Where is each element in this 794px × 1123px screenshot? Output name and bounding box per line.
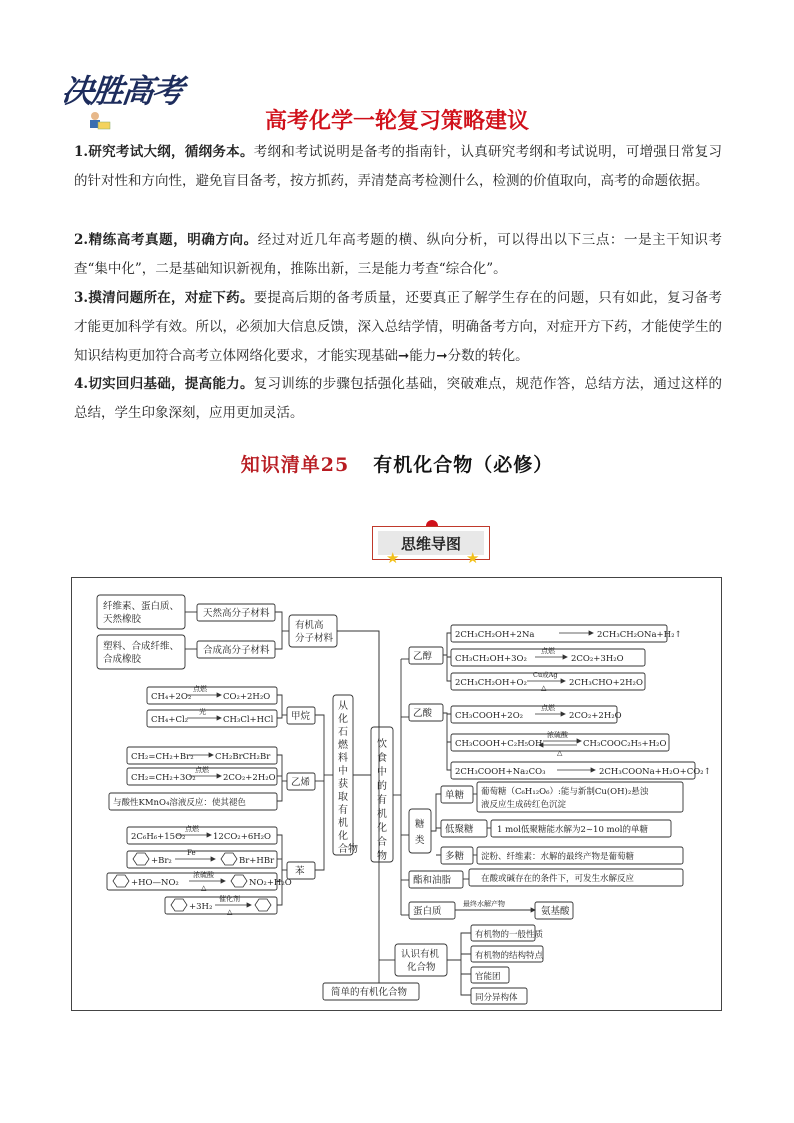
svg-text:光: 光: [199, 708, 206, 716]
know-label-2: 化合物: [407, 962, 436, 973]
svg-text:合: 合: [377, 837, 387, 848]
ethanol-label: 乙醇: [413, 651, 433, 662]
mind-map: [71, 577, 722, 1011]
svg-text:Br+HBr: Br+HBr: [239, 856, 275, 866]
star-icon: ★: [386, 549, 400, 567]
svg-text:2CH₃CH₂ONa+H₂↑: 2CH₃CH₂ONa+H₂↑: [597, 630, 682, 640]
know-item-1: 有机物的一般性质: [475, 930, 544, 940]
know-item-2: 有机物的结构特点: [475, 951, 544, 961]
section-title: [0, 450, 794, 477]
strategy-heading: 4.切实回归基础，提高能力。: [74, 376, 254, 392]
natural-examples-line2: 天然橡胶: [103, 614, 142, 625]
svg-text:化: 化: [377, 823, 387, 834]
poly-desc: 淀粉、纤维素：水解的最终产物是葡萄糖: [481, 852, 635, 862]
section-number: 知识清单25: [240, 454, 350, 476]
svg-text:12CO₂+6H₂O: 12CO₂+6H₂O: [213, 832, 272, 842]
know-label-1: 认识有机: [401, 949, 440, 960]
strategy-text: 要提高后期的备考质量，还要真正了解学生存在的问题，只有如此，复习备考才能更加科学有效。所以，必须加大信息反馈，深入总结学情，明确备考方向，对症开方下药，才能使学生的知识结构更加符合高考立体网络化要求，才能实现基础➞能力➞分数的转化。: [74, 290, 723, 364]
svg-text:催化剂: 催化剂: [219, 895, 240, 903]
svg-text:食: 食: [377, 753, 387, 764]
svg-text:2CH₃COONa+H₂O+CO₂↑: 2CH₃COONa+H₂O+CO₂↑: [599, 767, 711, 777]
oligo-desc: 1 mol低聚糖能水解为2~10 mol的单糖: [497, 825, 648, 835]
center-label: [377, 737, 387, 862]
strategy-paragraph-2: [74, 226, 722, 284]
svg-text:2CH₃CH₂OH+2Na: 2CH₃CH₂OH+2Na: [455, 630, 535, 640]
svg-text:△: △: [541, 684, 547, 692]
oligo-label: 低聚糖: [445, 824, 474, 835]
svg-text:Fe: Fe: [187, 849, 196, 857]
strategy-heading: 2.精练高考真题，明确方向。: [74, 232, 258, 248]
svg-text:CH₃COOC₂H₅+H₂O: CH₃COOC₂H₅+H₂O: [583, 739, 667, 749]
ethylene-kmno4: 与酸性KMnO₄溶液反应：使其褪色: [113, 798, 246, 808]
methane-label: 甲烷: [291, 711, 311, 722]
strategy-paragraph-1: [74, 138, 722, 196]
mono-label: 单糖: [445, 790, 465, 801]
svg-text:饮: 饮: [377, 739, 387, 750]
sugar-label-2: 类: [415, 835, 425, 846]
svg-text:点燃: 点燃: [541, 647, 555, 655]
sugar-label-1: 糖: [415, 819, 425, 830]
strategy-paragraph-3: [74, 284, 722, 371]
logo-text: 决胜高考: [59, 72, 184, 110]
svg-text:+Br₂: +Br₂: [151, 856, 172, 866]
mono-desc-2: 液反应生成砖红色沉淀: [481, 800, 567, 810]
svg-text:石: 石: [338, 727, 348, 738]
natural-polymer-label: 天然高分子材料: [203, 608, 270, 619]
polymer-label-line2: 分子材料: [295, 633, 334, 644]
svg-text:有: 有: [338, 805, 348, 816]
svg-text:获: 获: [338, 779, 348, 790]
protein-arrow-label: 最终水解产物: [463, 900, 505, 908]
svg-text:2CO₂+3H₂O: 2CO₂+3H₂O: [571, 654, 624, 664]
svg-text:机: 机: [338, 818, 348, 829]
svg-text:△: △: [227, 908, 233, 916]
svg-text:CH₂BrCH₂Br: CH₂BrCH₂Br: [215, 752, 271, 762]
svg-text:Cu或Ag: Cu或Ag: [533, 671, 558, 679]
svg-text:有: 有: [377, 795, 387, 806]
synthetic-examples-line2: 合成橡胶: [103, 654, 142, 665]
fat-label: 酯和油脂: [413, 875, 452, 886]
svg-text:+HO—NO₂: +HO—NO₂: [131, 878, 179, 888]
svg-text:2CH₃CH₂OH+O₂: 2CH₃CH₂OH+O₂: [455, 678, 527, 688]
strategy-paragraph-4: [74, 370, 722, 428]
svg-text:2C₆H₆+15O₂: 2C₆H₆+15O₂: [131, 832, 186, 842]
svg-text:CH₃Cl+HCl: CH₃Cl+HCl: [223, 715, 274, 725]
svg-text:CH₃CH₂OH+3O₂: CH₃CH₂OH+3O₂: [455, 654, 527, 664]
star-icon: ★: [466, 549, 480, 567]
acetic-label: 乙酸: [413, 708, 433, 719]
svg-text:点燃: 点燃: [195, 766, 209, 774]
svg-text:CH₄+2O₂: CH₄+2O₂: [151, 692, 192, 702]
main-title: 高考化学一轮复习策略建议: [264, 109, 529, 134]
badge-label: 思维导图: [378, 531, 484, 555]
svg-text:浓硫酸: 浓硫酸: [547, 731, 568, 739]
svg-text:点燃: 点燃: [193, 685, 207, 693]
svg-text:点燃: 点燃: [185, 825, 199, 833]
svg-text:△: △: [201, 884, 207, 892]
svg-text:物: 物: [377, 851, 387, 862]
polymer-label-line1: 有机高: [295, 620, 324, 631]
protein-label: 蛋白质: [413, 906, 442, 917]
section-topic: 有机化合物（必修）: [373, 454, 554, 476]
svg-text:2CH₃COOH+Na₂CO₃: 2CH₃COOH+Na₂CO₃: [455, 767, 546, 777]
svg-text:2CO₂+2H₂O: 2CO₂+2H₂O: [223, 773, 276, 783]
svg-text:2CH₃CHO+2H₂O: 2CH₃CHO+2H₂O: [569, 678, 643, 688]
strategy-text: 复习训练的步骤包括强化基础，突破难点，规范作答，总结方法，通过这样的总结，学生印象深刻，应用更加灵活。: [74, 376, 723, 421]
simple-label: 简单的有机化合物: [331, 987, 408, 998]
svg-text:CO₂+2H₂O: CO₂+2H₂O: [223, 692, 271, 702]
ethylene-label: 乙烯: [291, 777, 311, 788]
svg-text:△: △: [557, 749, 563, 757]
svg-text:中: 中: [377, 767, 387, 778]
svg-text:NO₂+H₂O: NO₂+H₂O: [249, 878, 292, 888]
synthetic-polymer-label: 合成高分子材料: [203, 645, 270, 656]
strategy-heading: 1.研究考试大纲，循纲务本。: [74, 144, 254, 160]
svg-text:机: 机: [377, 809, 387, 820]
svg-text:从: 从: [338, 701, 348, 712]
svg-text:的: 的: [377, 781, 387, 792]
svg-text:CH₂=CH₂+3O₂: CH₂=CH₂+3O₂: [131, 773, 196, 783]
synthetic-examples-line1: 塑料、合成纤维、: [103, 641, 180, 652]
svg-text:取: 取: [338, 792, 348, 803]
benzene-label: 苯: [295, 866, 305, 877]
poly-label: 多糖: [445, 851, 465, 862]
know-item-3: 官能团: [475, 972, 501, 982]
know-item-4: 同分异构体: [475, 993, 518, 1003]
svg-text:化: 化: [338, 714, 348, 725]
fat-desc: 在酸或碱存在的条件下，可发生水解反应: [481, 874, 635, 884]
mono-desc-1: 葡萄糖（C₆H₁₂O₆）:能与新制Cu(OH)₂悬浊: [481, 787, 649, 797]
svg-text:+3H₂: +3H₂: [189, 902, 213, 912]
svg-text:合物: 合物: [338, 844, 358, 855]
svg-text:点燃: 点燃: [541, 704, 555, 712]
svg-text:CH₄+Cl₂: CH₄+Cl₂: [151, 715, 189, 725]
svg-text:燃: 燃: [338, 740, 348, 751]
svg-text:浓硫酸: 浓硫酸: [193, 871, 214, 879]
svg-text:CH₂=CH₂+Br₂: CH₂=CH₂+Br₂: [131, 752, 194, 762]
strategy-text: 考纲和考试说明是备考的指南针，认真研究考纲和考试说明，可增强日常复习的针对性和方向性，避免盲目备考，按方抓药，弄清楚高考检测什么，检测的价值取向，高考的命题依据。: [74, 144, 723, 189]
svg-text:2CO₂+2H₂O: 2CO₂+2H₂O: [569, 711, 622, 721]
svg-text:中: 中: [338, 766, 348, 777]
strategy-text: 经过对近几年高考题的横、纵向分析，可以得出以下三点：一是主干知识考查“集中化”，二是基础知识新视角，推陈出新，三是能力考查“综合化”。: [74, 232, 723, 277]
strategy-heading: 3.摸清问题所在，对症下药。: [74, 290, 254, 306]
svg-text:CH₃COOH+C₂H₅OH: CH₃COOH+C₂H₅OH: [455, 739, 543, 749]
svg-text:CH₃COOH+2O₂: CH₃COOH+2O₂: [455, 711, 524, 721]
svg-text:料: 料: [338, 753, 348, 764]
natural-examples-line1: 纤维素、蛋白质、: [103, 601, 180, 612]
svg-text:化: 化: [338, 831, 348, 842]
amino-label: 氨基酸: [541, 906, 570, 917]
